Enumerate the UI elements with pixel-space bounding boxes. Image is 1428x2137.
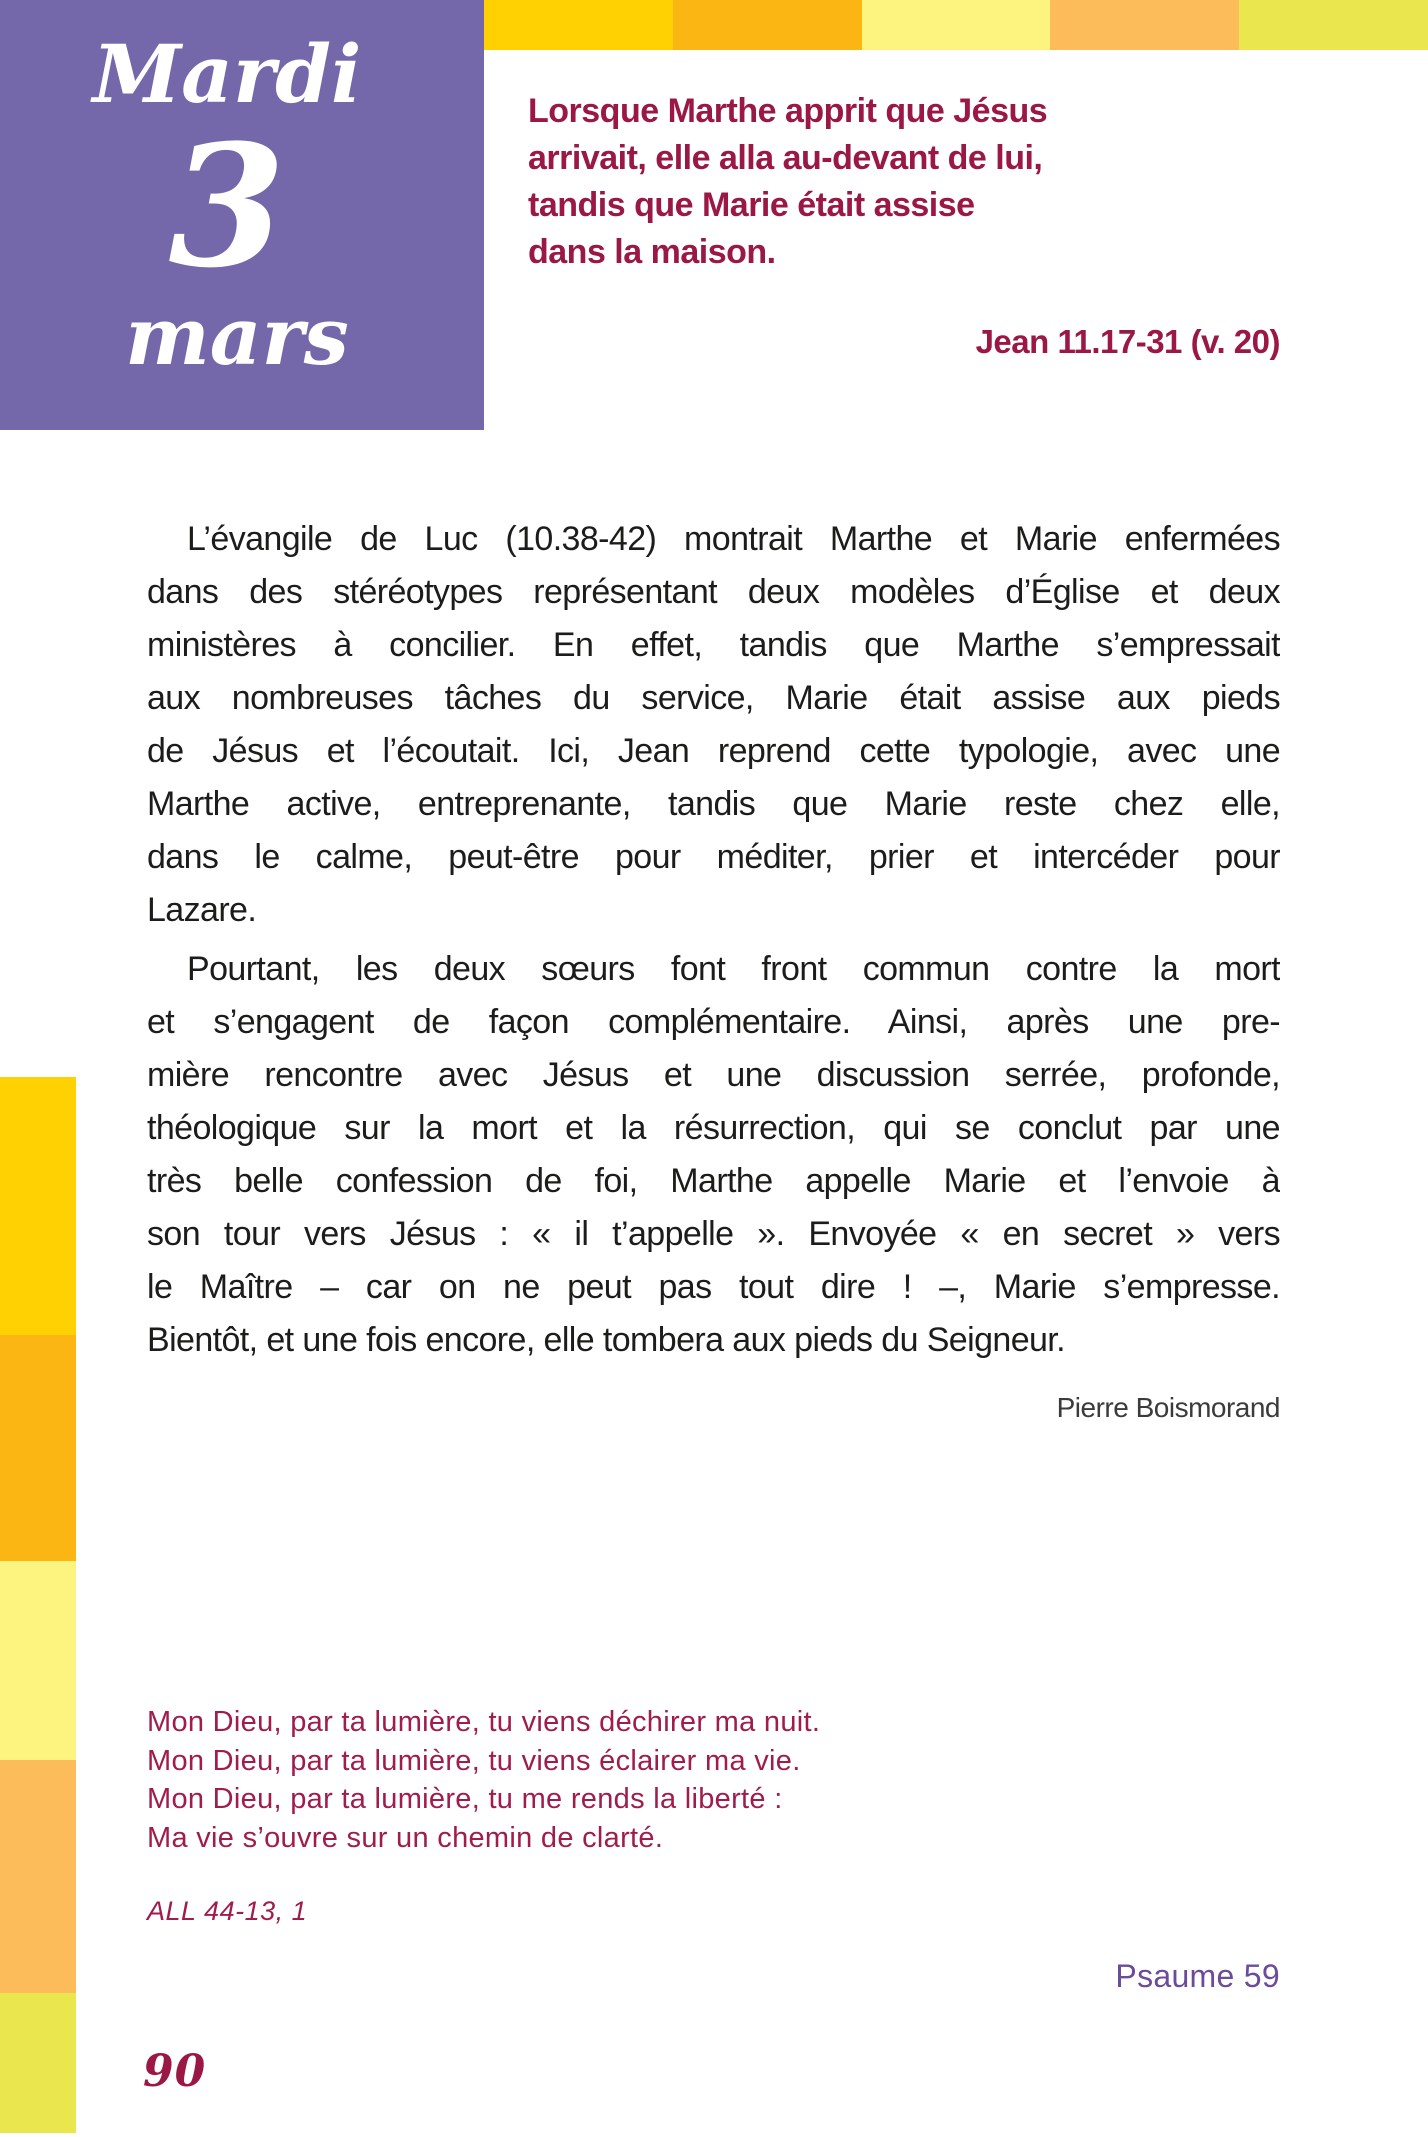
- verse-line: arrivait, elle alla au-devant de lui,: [528, 139, 1043, 177]
- meditation-line: Lazare.: [147, 891, 257, 929]
- top-color-band: [484, 0, 1428, 50]
- left-color-strip: [0, 1077, 76, 2133]
- meditation-line: et s’engagent de façon complémentaire. Ainsi, après une pre-: [147, 1003, 1280, 1041]
- color-band-segment: [1050, 0, 1239, 50]
- verse-line: Lorsque Marthe apprit que Jésus: [528, 92, 1048, 130]
- verse-reference: Jean 11.17-31 (v. 20): [975, 323, 1280, 360]
- meditation-line: aux nombreuses tâches du service, Marie était assise aux pieds: [147, 679, 1280, 717]
- prayer-line: Ma vie s’ouvre sur un chemin de clarté.: [147, 1821, 664, 1854]
- verse-line: dans la maison.: [528, 233, 776, 271]
- prayer-line: Mon Dieu, par ta lumière, tu viens éclairer ma vie.: [147, 1744, 801, 1777]
- verse-line: tandis que Marie était assise: [528, 186, 975, 224]
- meditation-line: le Maître – car on ne peut pas tout dire ! –, Marie s’empresse.: [147, 1268, 1280, 1306]
- color-band-segment: [673, 0, 862, 50]
- month-label: mars: [125, 289, 349, 383]
- meditation-text: [147, 513, 1280, 1367]
- color-band-segment: [862, 0, 1051, 50]
- color-strip-segment: [0, 1561, 76, 1760]
- prayer-line: Mon Dieu, par ta lumière, tu viens déchirer ma nuit.: [147, 1706, 821, 1738]
- meditation-line: son tour vers Jésus : « il t’appelle ». Envoyée « en secret » vers: [147, 1215, 1280, 1253]
- meditation-line: Marthe active, entreprenante, tandis que Marie reste chez elle,: [147, 785, 1280, 823]
- meditation-line: Bientôt, et une fois encore, elle tombera aux pieds du Seigneur.: [147, 1321, 1065, 1359]
- meditation-line: mière rencontre avec Jésus et une discussion serrée, profonde,: [147, 1056, 1280, 1094]
- meditation-line: dans des stéréotypes représentant deux modèles d’Église et deux: [147, 573, 1280, 611]
- verse-lines: [528, 88, 1280, 276]
- prayer-source: ALL 44-13, 1: [147, 1896, 308, 1926]
- color-strip-segment: [0, 1993, 76, 2133]
- meditation-line: de Jésus et l’écoutait. Ici, Jean reprend cette typologie, avec une: [147, 732, 1280, 770]
- psalm-label: Psaume 59: [1115, 1958, 1280, 1994]
- meditation-paragraph: [147, 943, 1280, 1367]
- prayer-text: [147, 1703, 1147, 1857]
- date-block: [0, 0, 484, 430]
- color-strip-segment: [0, 1335, 76, 1561]
- color-band-segment: [1239, 0, 1428, 50]
- color-band-segment: [484, 0, 673, 50]
- author-name: Pierre Boismorand: [1056, 1392, 1280, 1423]
- weekday-label: Mardi: [92, 27, 362, 121]
- page-number: 90: [143, 2046, 207, 2097]
- meditation-line: Pourtant, les deux sœurs font front commun contre la mort: [187, 950, 1280, 988]
- meditation-line: dans le calme, peut-être pour méditer, prier et intercéder pour: [147, 838, 1280, 876]
- color-strip-segment: [0, 1760, 76, 1993]
- meditation-line: ministères à concilier. En effet, tandis que Marthe s’empressait: [147, 626, 1280, 664]
- prayer-line: Mon Dieu, par ta lumière, tu me rends la liberté :: [147, 1783, 783, 1815]
- scripture-verse: [528, 88, 1280, 365]
- color-strip-segment: [0, 1077, 76, 1335]
- meditation-line: L’évangile de Luc (10.38-42) montrait Marthe et Marie enfermées: [187, 520, 1280, 558]
- meditation-paragraph: [147, 513, 1280, 937]
- meditation-line: théologique sur la mort et la résurrection, qui se conclut par une: [147, 1109, 1280, 1147]
- day-number: 3: [168, 107, 286, 305]
- meditation-line: très belle confession de foi, Marthe appelle Marie et l’envoie à: [147, 1162, 1280, 1200]
